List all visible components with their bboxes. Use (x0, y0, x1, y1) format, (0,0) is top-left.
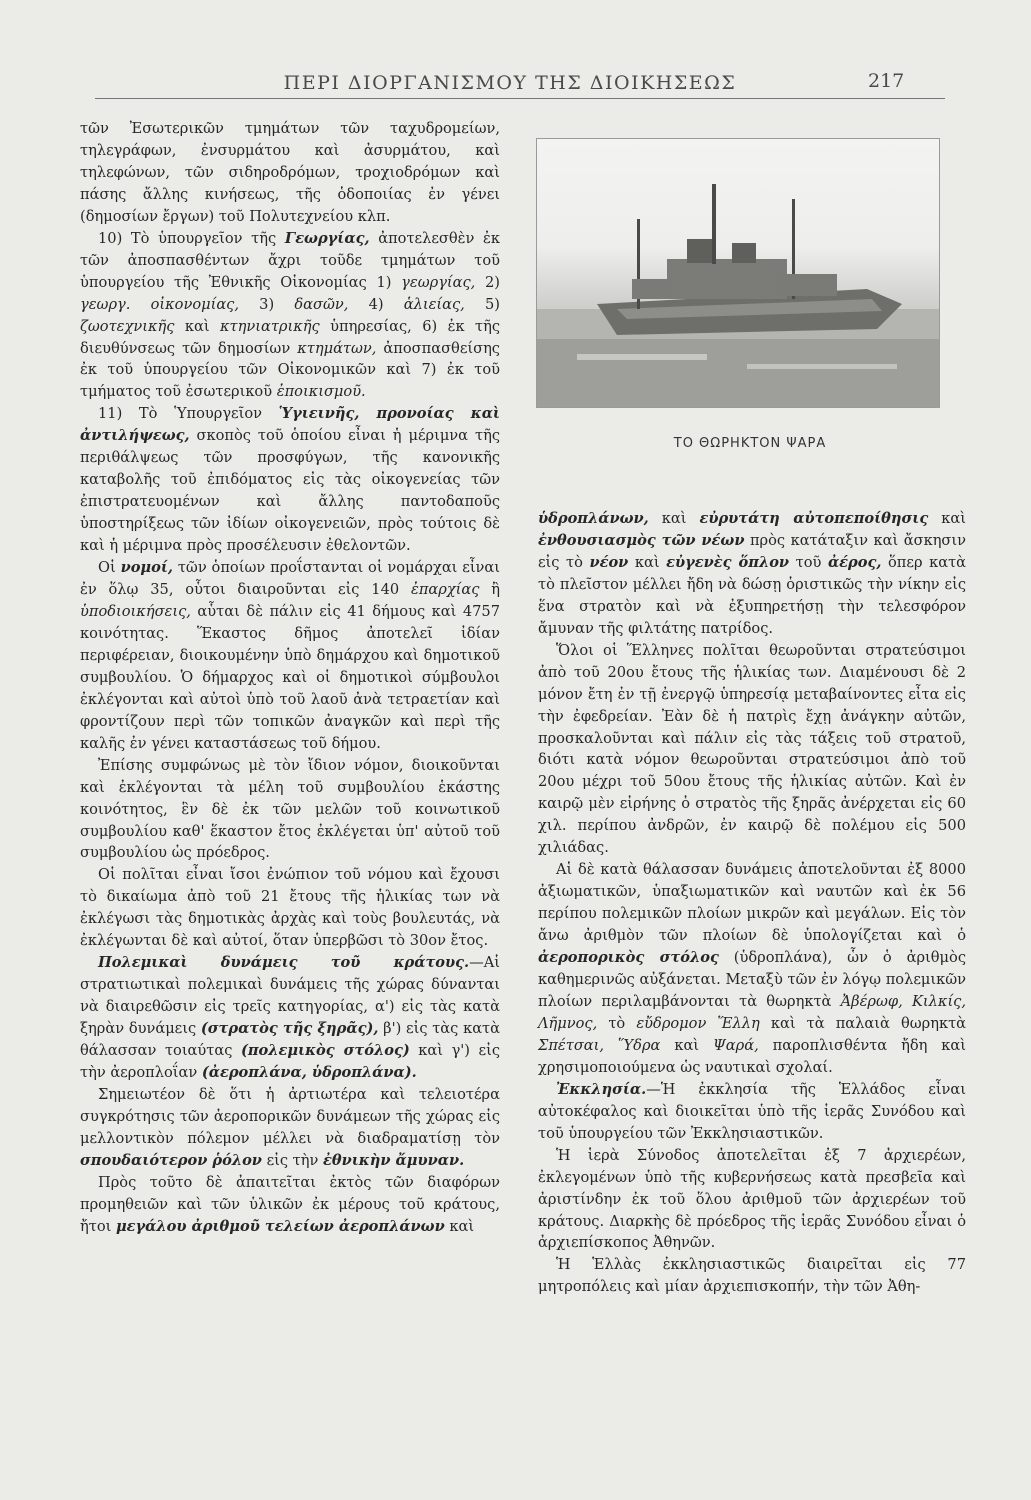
paragraph: Πολεμικαὶ δυνάμεις τοῦ κράτους.—Αἱ στρατιωτικαὶ πολεμικαὶ δυνάμεις τῆς χώρας δύνανται νὰ διαιρεθῶσιν εἰς τρεῖς κατηγορίας, α') εἰς τὰς κατὰ ξηρὰν δυνάμεις (στρατὸς τῆς ξηρᾶς), β') εἰς τὰς κατὰ θάλασσαν τοιαύτας (πολεμικὸς στόλος) καὶ γ') εἰς τὴν ἀεροπλοΐαν (ἀεροπλάνα, ὑδροπλάνα). (80, 954, 501, 1081)
section-heading: Ἐκκλησία. (556, 1080, 647, 1098)
ship-illustration (537, 139, 939, 407)
paragraph: Ἐπίσης συμφώνως μὲ τὸν ἴδιον νόμον, διοικοῦνται καὶ ἐκλέγονται τὰ μέλη τοῦ συμβουλίου ἑκάστης κοινότητος, ἓν δὲ ἐκ τῶν μελῶν τοῦ κοινωτικοῦ συμβουλίου καθ' ἕκαστον ἔτος ἐκλέγεται ὑπ' αὐτοῦ τοῦ συμβουλίου ὡς πρόεδρος. (80, 756, 500, 862)
paragraph: Ἡ Ἑλλὰς ἐκκλησιαστικῶς διαιρεῖται εἰς 77 μητροπόλεις καὶ μίαν ἀρχιεπισκοπήν, τὴν τῶν Ἀθη- (538, 1256, 966, 1296)
section-heading: Πολεμικαὶ δυνάμεις τοῦ κράτους. (98, 954, 470, 972)
paragraph: Οἱ πολῖται εἶναι ἴσοι ἐνώπιον τοῦ νόμου καὶ ἔχουσι τὸ δικαίωμα ἀπὸ τοῦ 21 ἔτους τῆς ἡλικίας των νὰ ἐκλέγωσι τὰς δημοτικὰς ἀρχὰς καὶ τοὺς βουλευτάς, νὰ ἐκλέγωνται δὲ καὶ αὐτοί, ὅταν ὑπερβῶσι τὸ 30ον ἔτος. (80, 866, 500, 950)
header-rule (95, 98, 945, 99)
battleship-photo (536, 138, 940, 408)
paragraph: 10) Τὸ ὑπουργεῖον τῆς Γεωργίας, ἀποτελεσθὲν ἐκ τῶν ἀποσπασθέντων ἄχρι τοῦδε τμημάτων τοῦ ὑπουργείου τῆς Ἐθνικῆς Οἰκονομίας 1) γεωργίας, 2) γεωργ. οἰκονομίας, 3) δασῶν, 4) ἁλιείας, 5) ζωοτεχνικῆς καὶ κτηνιατρικῆς ὑπηρεσίας, 6) ἐκ τῆς διευθύνσεως τῶν δημοσίων κτημάτων, ἀποσπασθείσης ἐκ τοῦ ὑπουργείου τῶν Οἰκονομικῶν καὶ 7) ἐκ τοῦ τμήματος τοῦ ἐσωτερικοῦ ἐποικισμοῦ. (80, 229, 500, 401)
paragraph: τῶν Ἐσωτερικῶν τμημάτων τῶν ταχυδρομείων, τηλεγράφων, ἐνσυρμάτου καὶ ἀσυρμάτου, καὶ τηλεφώνων, τῶν σιδηροδρόμων, τροχιοδρόμων καὶ πάσης ἄλλης κινήσεως, τῆς ὁδοποιίας ἐν γένει (δημοσίων ἔργων) τοῦ Πολυτεχνείου κλπ. (80, 120, 500, 225)
paragraph: Σημειωτέον δὲ ὅτι ἡ ἀρτιωτέρα καὶ τελειοτέρα συγκρότησις τῶν ἀεροπορικῶν δυνάμεων τῆς χώρας εἰς μελλοντικὸν πόλεμον μέλλει νὰ διαδραματίσῃ τὸν σπουδαιότερον ῥόλον εἰς τὴν ἐθνικὴν ἄμυναν. (80, 1085, 500, 1169)
figure-caption: ΤΟ ΘΩΡΗΚΤΟΝ ΨΑΡΑ (673, 436, 827, 451)
paragraph: Ἐκκλησία.—Ἡ ἐκκλησία τῆς Ἑλλάδος εἶναι αὐτοκέφαλος καὶ διοικεῖται ὑπὸ τῆς ἱερᾶς Συνόδου καὶ τοῦ ὑπουργείου τῶν Ἐκκλησιαστικῶν. (538, 1080, 966, 1142)
running-header: ΠΕΡΙ ΔΙΟΡΓΑΝΙΣΜΟΥ ΤΗΣ ΔΙΟΙΚΗΣΕΩΣ (283, 72, 737, 94)
paragraph: 11) Τὸ Ὑπουργεῖον Ὑγιεινῆς, προνοίας καὶ ἀντιλήψεως, σκοπὸς τοῦ ὁποίου εἶναι ἡ μέριμνα τῆς περιθάλψεως τῶν προσφύγων, τῆς κανονικῆς καταβολῆς τοῦ ἐπιδόματος εἰς τὰς οἰκογενείας τῶν ἐπιστρατευομένων καὶ ἄλλης παντοδαποῦς ὑποστηρίξεως τῶν ἰδίων οἰκογενειῶν, πρὸς τούτοις δὲ καὶ ἡ μέριμνα πρὸς προσέλευσιν ἐθελοντῶν. (80, 405, 500, 555)
paragraph: Οἱ νομοί, τῶν ὁποίων προΐστανται οἱ νομάρχαι εἶναι ἐν ὅλῳ 35, οὗτοι διαιροῦνται εἰς 140 ἐπαρχίας ἢ ὑποδιοικήσεις, αὗται δὲ πάλιν εἰς 41 δήμους καὶ 4757 κοινότητας. Ἕκαστος δῆμος ἀποτελεῖ ἰδίαν περιφέρειαν, διοικουμένην ὑπὸ δημάρχου καὶ δημοτικοῦ συμβουλίου. Ὁ δήμαρχος καὶ οἱ δημοτικοὶ σύμβουλοι ἐκλέγονται καὶ αὐτοὶ ὑπὸ τοῦ λαοῦ ἀνὰ τετραετίαν καὶ φροντίζουν περὶ τῶν τοπικῶν ἀναγκῶν καὶ περὶ τῆς καλῆς ἐν γένει καταστάσεως τοῦ δήμου. (80, 559, 501, 752)
paragraph: ὑδροπλάνων, καὶ εὐρυτάτη αὐτοπεποίθησις καὶ ἐνθουσιασμὸς τῶν νέων πρὸς κατάταξιν καὶ ἄσκησιν εἰς τὸ νέον καὶ εὐγενὲς ὅπλον τοῦ ἀέρος, ὅπερ κατὰ τὸ πλεῖστον μέλλει ἤδη νὰ δώσῃ ὁριστικῶς τὴν νίκην εἰς ἕνα στρατὸν καὶ νὰ ἐξυπηρετήσῃ τὴν τελεσφόρον ἄμυναν τῆς φιλτάτης πατρίδος. (538, 510, 967, 637)
paragraph: Ἡ ἱερὰ Σύνοδος ἀποτελεῖται ἐξ 7 ἀρχιερέων, ἐκλεγομένων ὑπὸ τῆς κυβερνήσεως κατὰ πρεσβεῖα καὶ ἀριστίνδην ἐκ τοῦ ὅλου ἀριθμοῦ τῶν ἀρχιερέων τοῦ κράτους. Διαρκὴς δὲ πρόεδρος τῆς ἱερᾶς Συνόδου εἶναι ὁ ἀρχιεπίσκοπος Ἀθηνῶν. (538, 1146, 966, 1252)
paragraph: Αἱ δὲ κατὰ θάλασσαν δυνάμεις ἀποτελοῦνται ἐξ 8000 ἀξιωματικῶν, ὑπαξιωματικῶν καὶ ναυτῶν καὶ ἐκ 56 περίπου πολεμικῶν πλοίων μικρῶν καὶ μεγάλων. Εἰς τὸν ἄνω ἀριθμὸν τῶν πλοίων δὲ ὑπολογίζεται καὶ ὁ ἀεροπορικὸς στόλος (ὑδροπλάνα), ὧν ὁ ἀριθμὸς καθημερινῶς αὐξάνεται. Μεταξὺ τῶν ἐν λόγῳ πολεμικῶν πλοίων περιλαμβάνονται τὰ θωρηκτὰ Ἀβέρωφ, Κιλκίς, Λῆμνος, τὸ εὔδρομον Ἕλλη καὶ τὰ παλαιὰ θωρηκτὰ Σπέτσαι, Ὕδρα καὶ Ψαρά, παροπλισθέντα ἤδη καὶ χρησιμοποιούμενα ὡς ναυτικαὶ σχολαί. (538, 861, 967, 1076)
page-number: 217 (868, 70, 905, 92)
paragraph: Πρὸς τοῦτο δὲ ἀπαιτεῖται ἐκτὸς τῶν διαφόρων προμηθειῶν καὶ τῶν ὑλικῶν ἐκ μέρους τοῦ κράτους, ἤτοι μεγάλου ἀριθμοῦ τελείων ἀεροπλάνων καὶ (80, 1173, 500, 1235)
paragraph: Ὅλοι οἱ Ἕλληνες πολῖται θεωροῦνται στρατεύσιμοι ἀπὸ τοῦ 20ου ἔτους τῆς ἡλικίας των. Διαμένουσι δὲ 2 μόνον ἔτη ἐν τῇ ἐνεργῷ ὑπηρεσίᾳ μεταβαίνοντες εἶτα εἰς τὴν ἐφεδρείαν. Ἐὰν δὲ ἡ πατρὶς ἔχῃ ἀνάγκην αὐτῶν, προσκαλοῦνται καὶ πάλιν εἰς τὰς τάξεις τοῦ στρατοῦ, διότι κατὰ νόμον θεωροῦνται στρατεύσιμοι ἀπὸ τοῦ 20ου μέχρι τοῦ 50ου ἔτους τῆς ἡλικίας αὐτῶν. Καὶ ἐν καιρῷ μὲν εἰρήνης ὁ στρατὸς τῆς ξηρᾶς ἀνέρχεται εἰς 60 χιλ. περίπου ἀνδρῶν, ἐν καιρῷ δὲ πολέμου εἰς 500 χιλιάδας. (538, 641, 966, 857)
left-column (80, 118, 500, 1238)
right-column (538, 508, 966, 1298)
